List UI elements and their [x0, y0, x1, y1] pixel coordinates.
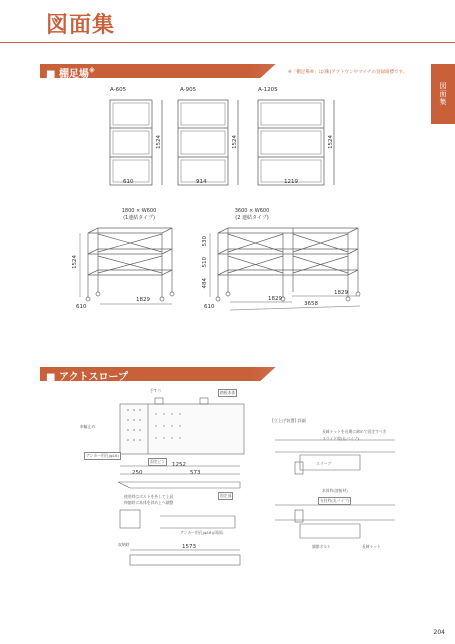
label-adjust-note: 伸縮時に本体を斜め上へ調整: [124, 500, 174, 505]
slope-total-length: 1252: [172, 462, 186, 468]
label-slide-note: 長締ナットを長期に締めて固定すべき: [322, 429, 387, 434]
assembly-b-h1: 530: [202, 236, 208, 247]
detail-title: [立上げ装置] 詳細: [272, 418, 306, 423]
slope-length-a: 250: [132, 470, 143, 476]
assembly-b-depth: 610: [204, 304, 215, 310]
label-anchor-hole: アンカー用孔(φ16): [86, 453, 119, 458]
page-title: 図面集: [46, 13, 116, 38]
label-cross-pipe: 支柱枠(丸パイプ): [320, 498, 350, 503]
slope-length-b: 573: [190, 470, 201, 476]
assembly-b-len1: 1829: [268, 296, 282, 302]
storage-length: 1573: [182, 544, 196, 550]
assembly-b-len2: 1829: [334, 290, 348, 296]
trademark-note: ※「棚足場®」は(株)アクトウンやマイナの登録商標です。: [288, 70, 408, 75]
label-fixing-pin: 固定ピン: [150, 459, 166, 464]
label-car-stop: 車輪止め: [80, 424, 96, 429]
height-dim: 1524: [328, 135, 334, 149]
page-number: 204: [433, 629, 445, 636]
assembly-b-total: 3658: [304, 301, 318, 307]
label-slide-frame: スライド枠(丸パイプ): [322, 436, 359, 441]
label-main-frame: 本体枠(溶接材): [322, 488, 348, 493]
label-storage: 収納時: [118, 542, 130, 547]
label-adj-bolt: 調節ボルト: [312, 544, 331, 549]
assembly-a-caption: 1800 × W600 (1連結タイプ): [121, 208, 157, 221]
label-fixing-block: 固定部: [220, 493, 232, 498]
assembly-a-height: 1524: [72, 255, 78, 269]
assembly-b-h2: 510: [202, 257, 208, 268]
model-name: A-905: [180, 87, 197, 93]
section-title: ■ 棚足場※: [46, 67, 95, 80]
height-dim: 1524: [156, 135, 162, 149]
assembly-b-h3: 484: [202, 278, 208, 289]
label-stopper-note: アンカー用孔(φ16)(両面): [180, 530, 224, 535]
assembly-a-depth: 610: [76, 304, 87, 310]
height-dim: 1524: [232, 135, 238, 149]
side-tab[interactable]: 図面集: [431, 64, 455, 124]
width-dim: 610: [123, 179, 134, 185]
label-raised-adjust: 使用時はボルトを外して上昇: [124, 494, 174, 499]
label-lock-nut: 長締ナット: [362, 544, 381, 549]
assembly-b-caption: 3600 × W600 (2 連結タイプ): [234, 208, 270, 221]
label-edge-plate: 踏板本体: [220, 390, 236, 395]
label-handrail: 手すり: [150, 388, 162, 393]
label-sleeve: スリーブ: [316, 461, 331, 466]
model-name: A-1205: [258, 87, 278, 93]
width-dim: 914: [196, 179, 207, 185]
width-dim: 1219: [284, 179, 298, 185]
model-name: A-605: [110, 87, 127, 93]
section-title: ■ アクトスロープ: [46, 372, 129, 383]
assembly-a-length: 1829: [136, 297, 150, 303]
